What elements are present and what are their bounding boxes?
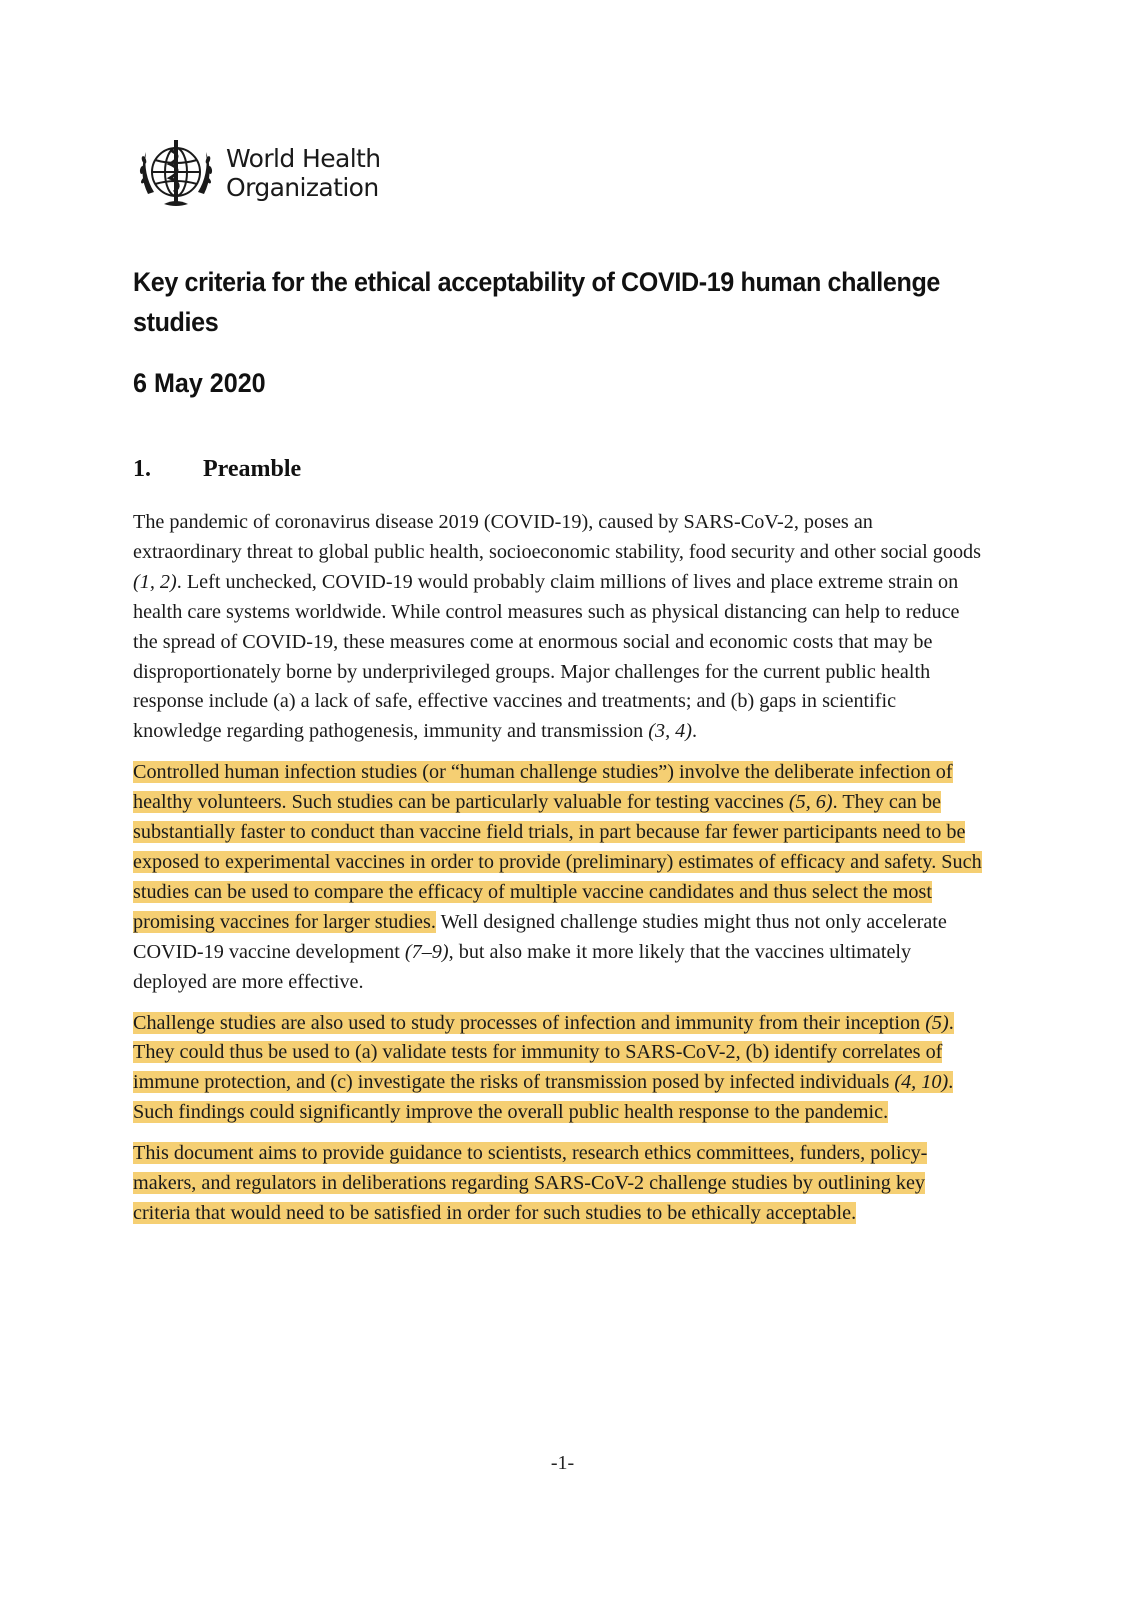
citation: (5, 6) xyxy=(788,791,833,814)
citation: (4, 10) xyxy=(894,1071,949,1094)
paragraph-text: The pandemic of coronavirus disease 2019 (COVID-19), caused by SARS-CoV-2, poses an extraordinary threat to global public health, socioeconomic stability, food security and other social goods xyxy=(133,511,982,563)
paragraph-1 xyxy=(133,508,983,747)
logo-line-1: World Health xyxy=(226,144,381,173)
document-date: 6 May 2020 xyxy=(133,368,266,398)
paragraph-4 xyxy=(133,1139,983,1229)
body-text xyxy=(133,508,983,1240)
paragraph-text: . They could thus be used to (a) validate tests for immunity to SARS-CoV-2, (b) identify correlates of immune protection, and (c) investigate the risks of transmission posed by infected individuals xyxy=(133,1011,954,1094)
paragraph-text: . Left unchecked, COVID-19 would probably claim millions of lives and place extreme strain on health care systems worldwide. While control measures such as physical distancing can help to reduce the spread of COVID-19, these measures come at enormous social and economic costs that may be disproportionately borne by underprivileged groups. Major challenges for the current public health response include (a) a lack of safe, effective vaccines and treatments; and (b) gaps in scientific knowledge regarding pathogenesis, immunity and transmission xyxy=(133,570,960,743)
highlighted-text xyxy=(133,1012,954,1124)
citation: (1, 2) xyxy=(133,570,177,593)
section-title: Preamble xyxy=(203,456,302,482)
section-heading xyxy=(133,454,301,484)
logo-line-2: Organization xyxy=(226,173,379,202)
paragraph-text: Challenge studies are also used to study processes of infection and immunity from their inception xyxy=(133,1011,926,1034)
document-title: Key criteria for the ethical acceptability of COVID-19 human challenge studies xyxy=(133,267,941,337)
highlighted-text: This document aims to provide guidance to scientists, research ethics committees, funders, policy-makers, and regulators in deliberations regarding SARS-CoV-2 challenge studies by outlining key criteria that would need to be satisfied in order for such studies to be ethically acceptable. xyxy=(133,1142,928,1224)
paragraph-text: . xyxy=(692,720,698,743)
paragraph-2 xyxy=(133,758,983,997)
logo-wordmark xyxy=(226,144,380,202)
highlighted-text xyxy=(133,761,982,933)
paragraph-text: . They can be substantially faster to conduct than vaccine field trials, in part because far fewer participants need to be exposed to experimental vaccines in order to provide (preliminary) estimates of efficacy and safety. Such studies can be used to compare the efficacy of multiple vaccine candidates and thus select the most promising vaccines for larger studies. xyxy=(133,791,982,933)
page-number: -1- xyxy=(550,1452,575,1474)
citation: (7–9) xyxy=(404,940,449,963)
paragraph-text: , but also make it more likely that the vaccines ultimately deployed are more effective. xyxy=(133,940,912,993)
citation: (3, 4) xyxy=(648,720,692,743)
paragraph-text: . Such findings could significantly improve the overall public health response to the pandemic. xyxy=(133,1071,954,1124)
citation: (5) xyxy=(925,1011,949,1034)
paragraph-text: Well designed challenge studies might thus not only accelerate COVID-19 vaccine development xyxy=(133,910,947,963)
section-number: 1. xyxy=(133,456,151,482)
paragraph-3 xyxy=(133,1009,983,1129)
paragraph-text: Controlled human infection studies (or “human challenge studies”) involve the deliberate infection of healthy volunteers. Such studies can be particularly valuable for testing vaccines xyxy=(133,761,953,814)
who-logo xyxy=(134,134,434,214)
who-emblem-icon xyxy=(134,134,218,214)
